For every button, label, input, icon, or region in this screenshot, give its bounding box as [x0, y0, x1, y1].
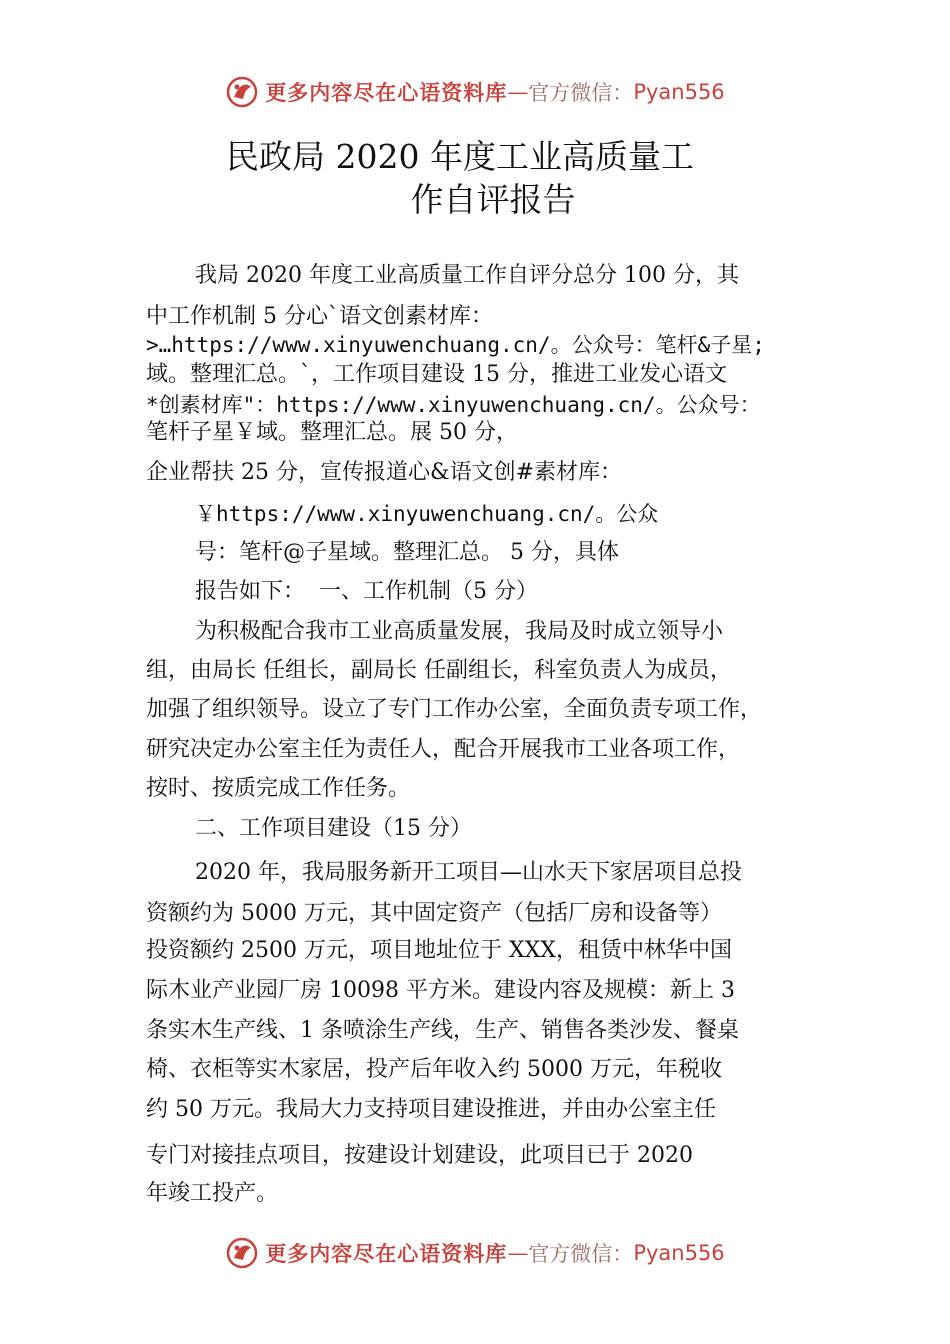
body-line: 我局 2020 年度工业高质量工作自评分总分 100 分，其: [195, 263, 739, 288]
body-line: 投资额约 2500 万元，项目地址位于 XXX，租赁中林华中国: [146, 938, 732, 963]
body-line: 二、工作项目建设（15 分）: [195, 816, 472, 841]
watermark-sub-text: 官方微信：: [528, 1242, 634, 1266]
document-title-line-1: 民政局 2020 年度工业高质量工: [226, 137, 694, 176]
body-line: >…https://www.xinyuwenchuang.cn/。公众号：笔杆&子星;: [146, 333, 765, 357]
body-line: 为积极配合我市工业高质量发展，我局及时成立领导小: [195, 619, 724, 644]
watermark-wechat-id: Pyan556: [633, 80, 725, 104]
watermark-main-text: 更多内容尽在心语资料库: [265, 1241, 508, 1266]
body-line: 笔杆子星￥域。整理汇总。展 50 分，: [146, 420, 518, 445]
body-line: 加强了组织领导。设立了专门工作办公室，全面负责专项工作，: [146, 697, 763, 722]
body-line: 报告如下： 一、工作机制（5 分）: [195, 579, 538, 604]
body-line: 条实木生产线、1 条喷涂生产线，生产、销售各类沙发、餐桌: [146, 1018, 739, 1043]
body-line: *创素材库"：https://www.xinyuwenchuang.cn/。公众号：: [146, 393, 761, 417]
body-line: ￥https://www.xinyuwenchuang.cn/。公众: [195, 502, 659, 526]
seal-logo-icon: [225, 75, 259, 109]
body-line: 企业帮扶 25 分，宣传报道心&语文创#素材库：: [146, 460, 622, 485]
watermark-sub-text: 官方微信：: [528, 81, 634, 105]
body-line: 中工作机制 5 分心`语文创素材库：: [146, 304, 493, 329]
footer-watermark: [0, 1233, 950, 1273]
watermark-dash: —: [507, 80, 529, 104]
document-title-line-2: 作自评报告: [410, 180, 576, 219]
body-line: 际木业产业园厂房 10098 平方米。建设内容及规模：新上 3: [146, 978, 735, 1003]
body-line: 约 50 万元。我局大力支持项目建设推进，并由办公室主任: [146, 1097, 716, 1122]
seal-logo-icon: [225, 1236, 259, 1270]
body-line: 研究决定办公室主任为责任人，配合开展我市工业各项工作，: [146, 737, 741, 762]
body-line: 椅、衣柜等实木家居，投产后年收入约 5000 万元，年税收: [146, 1057, 722, 1082]
watermark-wechat-id: Pyan556: [633, 1241, 725, 1265]
body-line: 专门对接挂点项目，按建设计划建设，此项目已于 2020: [146, 1143, 693, 1168]
body-line: 域。整理汇总。`，工作项目建设 15 分，推进工业发心语文: [146, 362, 727, 387]
header-watermark: [0, 72, 950, 112]
watermark-main-text: 更多内容尽在心语资料库: [265, 80, 508, 105]
body-line: 资额约为 5000 万元，其中固定资产（包括厂房和设备等）: [146, 901, 722, 926]
watermark-dash: —: [507, 1241, 529, 1265]
body-line: 组，由局长 任组长，副局长 任副组长，科室负责人为成员，: [146, 658, 732, 683]
body-line: 年竣工投产。: [146, 1181, 279, 1206]
body-line: 2020 年，我局服务新开工项目—山水天下家居项目总投: [195, 860, 742, 885]
body-line: 按时、按质完成工作任务。: [146, 776, 411, 801]
body-line: 号：笔杆@子星域。整理汇总。 5 分，具体: [195, 540, 619, 565]
